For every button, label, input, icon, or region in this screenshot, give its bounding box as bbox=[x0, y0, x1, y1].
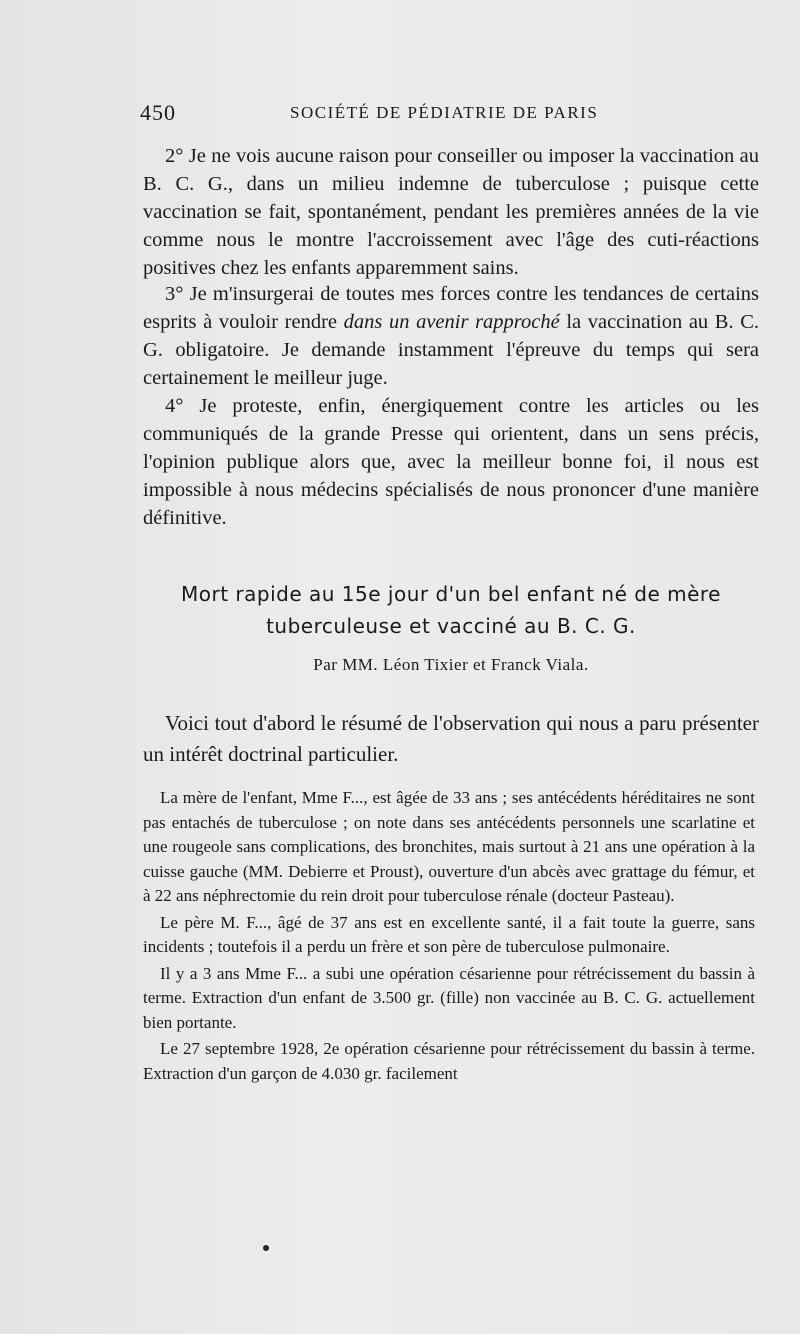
running-head: SOCIÉTÉ DE PÉDIATRIE DE PARIS bbox=[290, 103, 599, 122]
observation-paragraph-3: Il y a 3 ans Mme F... a subi une opération césarienne pour rétrécissement du bassin à terme. Extraction d'un enfant de 3.500 gr. (fille) non vaccinée au B. C. G. actuellement bien portante. bbox=[143, 963, 755, 1032]
article-title bbox=[143, 578, 759, 642]
paragraph-3-end: la vaccination au B. C. G. obligatoire. Je demande instamment l'épreuve du temps qui sera certainement le meilleur juge. bbox=[143, 311, 759, 389]
article-authors: Par MM. Léon Tixier et Franck Viala. bbox=[313, 655, 589, 674]
paragraph-4-text: 4° Je proteste, enfin, énergiquement contre les articles ou les communiqués de la grande Presse qui orientent, dans un sens précis, l'opinion publique alors que, avec la meilleur bonne foi, il nous est impossible à nous médecins spécialisés de nous prononcer d'une manière définitive. bbox=[143, 395, 759, 529]
observation-paragraph-2: Le père M. F..., âgé de 37 ans est en excellente santé, il a fait toute la guerre, sans incidents ; toutefois il a perdu un frère et son père de tuberculose pulmonaire. bbox=[143, 912, 755, 956]
article-title-line-2: tuberculeuse et vacciné au B. C. G. bbox=[266, 614, 636, 638]
article-intro-text: Voici tout d'abord le résumé de l'observation qui nous a paru présenter un intérêt doctrinal particulier. bbox=[143, 711, 759, 766]
paragraph-2 bbox=[143, 142, 759, 282]
article-intro bbox=[143, 708, 759, 770]
paragraph-2-text: 2° Je ne vois aucune raison pour conseiller ou imposer la vaccination au B. C. G., dans un milieu indemne de tuberculose ; puisque cette vaccination se fait, spontanément, pendant les premières années de la vie comme nous le montre l'accroissement avec l'âge des cuti-réactions positives chez les enfants apparemment sains. bbox=[143, 145, 759, 279]
paragraph-4 bbox=[143, 392, 759, 532]
page-number: 450 bbox=[140, 100, 176, 125]
paragraph-3-text bbox=[143, 280, 759, 392]
paragraph-3-italic: dans un avenir rapproché bbox=[343, 311, 560, 333]
observation-paragraph-1: La mère de l'enfant, Mme F..., est âgée de 33 ans ; ses antécédents héréditaires ne sont pas entachés de tuberculose ; on note dans ses antécédents personnels une scarlatine et une rougeole sans complications, des bronchites, mais surtout à 21 ans une opération à la cuisse gauche (MM. Debierre et Proust), ouverture d'un abcès avec grattage du fémur, et à 22 ans néphrectomie du rein droit pour tuberculose rénale (docteur Pasteau). bbox=[143, 788, 755, 905]
paragraph-3-start: 3° Je m'insurgerai de toutes mes forces contre les tendances de certains esprits à vouloir rendre bbox=[143, 283, 759, 333]
paragraph-3 bbox=[143, 280, 759, 392]
ink-dot bbox=[263, 1245, 269, 1251]
article-title-line-1: Mort rapide au 15e jour d'un bel enfant né de mère bbox=[181, 582, 721, 606]
observation-paragraph-4: Le 27 septembre 1928, 2e opération césarienne pour rétrécissement du bassin à terme. Extraction d'un garçon de 4.030 gr. facilement bbox=[143, 1039, 755, 1083]
observation-section bbox=[143, 786, 755, 1086]
